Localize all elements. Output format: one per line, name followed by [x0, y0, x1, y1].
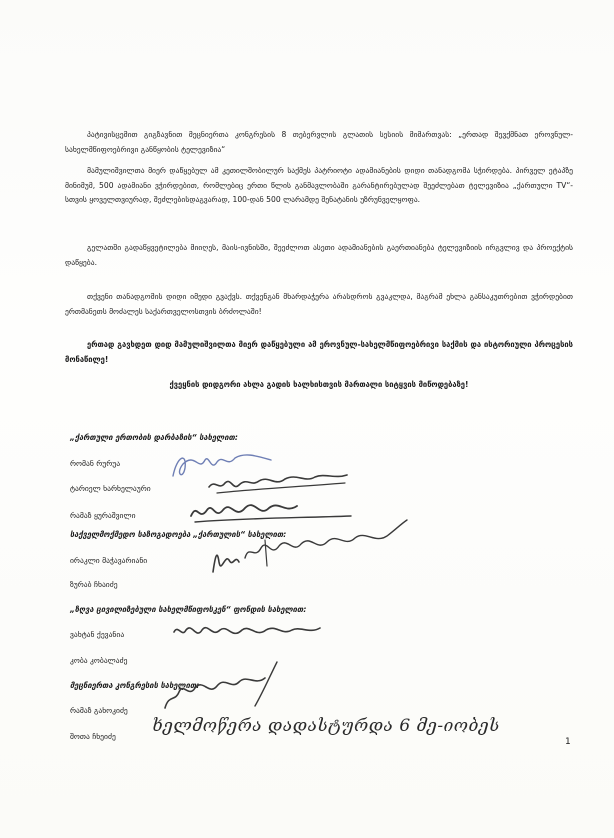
- call-to-action-paragraph: ერთად გავხდეთ დიდ მამულიშვილთა მიერ დაწყებული ამ ეროვნულ-სახელმწიფოებრივი საქმის და ისტორიული პროცესის მონაწილე!: [65, 340, 573, 364]
- page-number: 1: [565, 737, 571, 747]
- signatory-group-title: „ქართული ერთობის დარბაზის“ სახელით:: [70, 433, 238, 442]
- signatory-group-title: საქველმოქმედო საზოგადოება „ქართულის“ სახელით:: [70, 530, 287, 539]
- signature-machavariani: [205, 518, 415, 578]
- signature-kharkhelauri: [205, 469, 355, 499]
- signatory-name: შოთა ჩხეიძე: [70, 732, 116, 741]
- signatory-name: ზურაბ ჩხაიძე: [70, 580, 118, 589]
- hope-paragraph: თქვენი თანადგომის დიდი იმედი გვაქვს. თქვენგან მხარდაჭერა არასდროს გვაკლდა, მაგრამ ეხლა განსაკუთრებით ვჭირდებით ერთმანეთს მოძალეს საქართველოსთვის ბრძოლაში!: [65, 292, 573, 316]
- signatory-name: ირაკლი მაჭავარიანი: [70, 556, 148, 565]
- signatory-name: ტარიელ ხარხელაური: [70, 484, 151, 493]
- signatory-name: რომან რურუა: [70, 459, 121, 468]
- signature-kevania: [170, 618, 340, 648]
- signatory-name: ვახტან ქევანია: [70, 630, 125, 639]
- signatory-group-title: მეცნიერთა კონგრესის სახელით:: [70, 681, 200, 690]
- signatory-name: რამაზ გახოკიძე: [70, 706, 128, 715]
- signatory-name: კობა კობალაძე: [70, 656, 128, 665]
- support-paragraph: მამულიშვილთა მიერ დაწყებულ ამ კეთილშობილურ საქმეს პატრიოტი ადამიანების დიდი თანადგომა სჭირდება. პირველ ეტაპზე მინიმუმ, 500 ადამიანი ვჭირდებით, რომლებიც ერთი წლის განმავლობაში გარანტირებულად შეეძლებათ ტელევიზია „ქართული TV“-სთვის ყოველთვიურად, შეძლებისდაგვარად, 100-დან 500 ლარამდე შენატანის უზრუნველყოფა.: [65, 166, 573, 205]
- signature-gakhokidze: [155, 658, 305, 718]
- handwritten-note: ხელმოწერა დადასტურდა 6 მე-იობეს: [152, 716, 500, 736]
- closing-slogan: ქვეყნის დიდგორი ახლა გადის ხალხისთვის მართალი სიტყვის მიწოდებაზე!: [169, 380, 469, 389]
- gelati-paragraph: გელათში გადაწყვეტილება მიიღეს, მაის-ივნისში, შეეძლოთ ასეთი ადამიანების გაერთიანება ტელევიზიის ირგვლივ და პროექტის დაწყება.: [65, 243, 573, 267]
- intro-paragraph: პატივისცემით გიგზავნით მეცნიერთა კონგრესის 8 თებერვლის გლათის სესიის მიმართვას: „ერთად შევქმნათ ეროვნულ-სახელმწიფოებრივი განწყობის ტელევიზია“: [65, 130, 573, 154]
- signatory-group-title: „ზღვა ცივილიზებული სახელმწიფოსკენ“ ფონდის სახელით:: [70, 605, 307, 614]
- signatory-name: რამაზ ყურაშვილი: [70, 511, 136, 520]
